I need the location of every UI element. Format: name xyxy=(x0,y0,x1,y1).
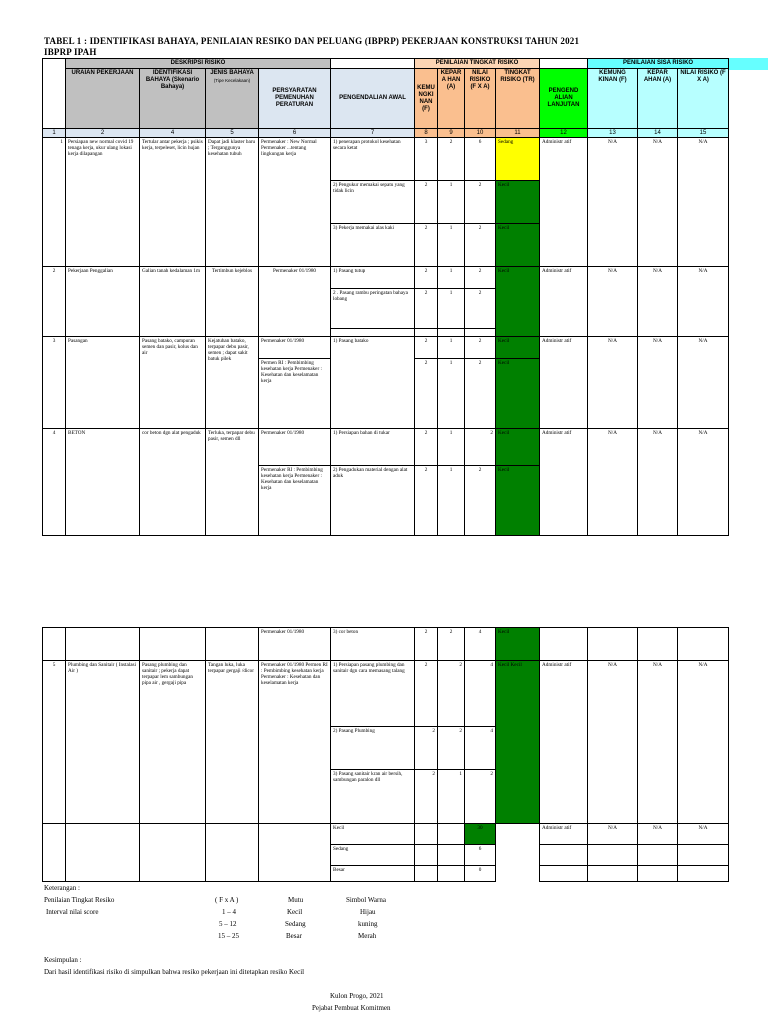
pengendalian-cell: 3) cor beton xyxy=(331,628,415,661)
n-cell: 4 xyxy=(465,727,496,770)
col-num: 4 xyxy=(140,129,206,138)
a-cell: 2 xyxy=(438,661,465,727)
empty-cell xyxy=(259,824,331,882)
empty-cell xyxy=(206,824,259,882)
a-cell: 2 xyxy=(438,727,465,770)
persyaratan-cell: Permenaker 01/1980 xyxy=(259,337,331,359)
document-title: TABEL 1 : IDENTIFIKASI BAHAYA, PENILAIAN RESIKO DAN PELUANG (IBPRP) PEKERJAAN KONSTRUKSI TAHUN 2021 xyxy=(44,36,580,46)
n-cell: 6 xyxy=(465,138,496,181)
pengendalian-cell: 2) Pengukur memakai sepatu yang tidak licin xyxy=(331,181,415,224)
lanjutan-cell: Administr atif xyxy=(540,267,588,337)
pengendalian-cell: 2) Pasang Plumbing xyxy=(331,727,415,770)
tingkat-cell: Kecil xyxy=(496,429,540,466)
persyaratan-cell: Permenaker 01/1980 Permen RI : Pembimbing kesehatan kerja Permenaker : Kesehatan dan keselamatan kerja xyxy=(259,661,331,824)
f-cell: 2 xyxy=(415,359,438,429)
pengendalian-cell: 1) Pasang tutup xyxy=(331,267,415,289)
a-cell: 1 xyxy=(438,770,465,824)
a2-cell: N/A xyxy=(638,824,678,845)
empty-cell xyxy=(43,628,66,661)
f-cell: 2 xyxy=(415,181,438,224)
a-cell: 1 xyxy=(438,429,465,466)
row-no: 4 xyxy=(43,429,66,536)
kesimpulan-label: Kesimpulan : xyxy=(44,956,82,964)
keparahan-header: KEPARA HAN (A) xyxy=(438,69,465,129)
tingkat-header: TINGKAT RISIKO (TR) xyxy=(496,69,540,129)
empty-cell xyxy=(66,628,140,661)
range-3: 15 – 25 xyxy=(218,932,239,940)
tingkat-cell: Sedang xyxy=(496,138,540,181)
n-cell: 2 xyxy=(465,337,496,359)
tingkat-cell: Kecil xyxy=(496,181,540,224)
f2-cell: N/A xyxy=(588,337,638,429)
no-header-blank xyxy=(43,59,66,129)
penilaian-label: Penilaian Tingkat Resiko xyxy=(44,896,115,904)
ibprp-table-continued xyxy=(42,627,729,882)
empty-cell xyxy=(415,866,438,882)
uraian-cell: Pasangan xyxy=(66,337,140,429)
tingkat-cell: Kecil xyxy=(496,267,540,337)
col-num: 10 xyxy=(465,129,496,138)
persyaratan-cell: Permen RI : Pembimbing kesehatan kerja Permenaker : Kesehatan dan keselamatan kerja xyxy=(259,359,331,429)
empty-cell xyxy=(438,866,465,882)
jenis-header xyxy=(206,69,259,129)
keparahan2-header: KEPAR AHAN (A) xyxy=(638,69,678,129)
range-1: 1 – 4 xyxy=(222,908,236,916)
a-cell: 1 xyxy=(438,267,465,289)
pengendalian-cell: 2 . Pasang rambu peringatan bahaya lobang xyxy=(331,289,415,329)
a2-cell: N/A xyxy=(638,429,678,536)
empty-cell xyxy=(415,845,438,866)
summary-row xyxy=(43,824,729,845)
col-num: 7 xyxy=(331,129,415,138)
empty-cell xyxy=(678,866,729,882)
uraian-cell: BETON xyxy=(66,429,140,536)
row-no: 2 xyxy=(43,267,66,337)
empty-cell xyxy=(206,628,259,661)
warna-2: kuning xyxy=(358,920,378,928)
range-2: 5 – 12 xyxy=(219,920,237,928)
n2-cell: N/A xyxy=(678,138,729,267)
deskripsi-risiko-header: DESKRIPSI RISIKO xyxy=(66,59,331,69)
summary-label: Kecil xyxy=(331,824,415,845)
empty-cell xyxy=(496,824,540,845)
identifikasi-cell: Galian tanah kedalaman 1m xyxy=(140,267,206,337)
n-cell: 2 xyxy=(465,359,496,429)
f-cell: 2 xyxy=(415,770,438,824)
summary-value: 30 xyxy=(465,824,496,845)
jenis-label: JENIS BAHAYA xyxy=(210,70,254,76)
persyaratan-header: PERSYARATAN PEMENUHAN PERATURAN xyxy=(259,69,331,129)
n2-cell: N/A xyxy=(678,824,729,845)
empty-cell xyxy=(415,329,438,337)
table-row xyxy=(43,628,729,661)
f2-cell: N/A xyxy=(588,824,638,845)
tingkat-cell: Kecil xyxy=(496,224,540,267)
jenis-cell: Tangan luka, luka terpapar gergaji /dicor xyxy=(206,661,259,824)
simbol-label: Simbol Warna xyxy=(346,896,386,904)
a2-cell: N/A xyxy=(638,337,678,429)
empty-cell xyxy=(331,329,415,337)
kemungkinan2-header: KEMUNG KINAN (F) xyxy=(588,69,638,129)
empty-cell xyxy=(140,824,206,882)
f-cell: 2 xyxy=(415,267,438,289)
empty-cell xyxy=(465,329,496,337)
persyaratan-cell: Permenaker 01/1980 xyxy=(259,267,331,337)
f-cell: 2 xyxy=(415,466,438,536)
lanjutan-cell: Administr atif xyxy=(540,138,588,267)
identifikasi-header: IDENTIFIKASI BAHAYA (Skenario Bahaya) xyxy=(140,69,206,129)
tingkat-cell: Kecil xyxy=(496,359,540,429)
col-num: 15 xyxy=(678,129,729,138)
f2-cell: N/A xyxy=(588,267,638,337)
n-cell: 2 xyxy=(465,267,496,289)
col-num: 2 xyxy=(66,129,140,138)
persyaratan-cell: Permenaker : New Normal Permenaker ...tentang lingkungan kerja xyxy=(259,138,331,267)
a-cell: 1 xyxy=(438,359,465,429)
lanjutan-cell: Administr atif xyxy=(540,661,588,824)
n2-cell: N/A xyxy=(678,267,729,337)
document-subtitle: IBPRP IPAH xyxy=(44,47,97,57)
empty-cell xyxy=(438,845,465,866)
blank-header-2 xyxy=(540,59,588,69)
empty-cell xyxy=(638,845,678,866)
empty-cell xyxy=(638,866,678,882)
keterangan-label: Keterangan : xyxy=(44,884,80,892)
uraian-cell: Pekerjaan Penggalian xyxy=(66,267,140,337)
col-num: 1 xyxy=(43,129,66,138)
jenis-cell: Dapat jadi klaster baru ; Terganggunya kesehatan tubuh xyxy=(206,138,259,267)
empty-cell xyxy=(540,866,588,882)
empty-cell xyxy=(415,824,438,845)
a-cell: 2 xyxy=(438,628,465,661)
a-cell: 1 xyxy=(438,224,465,267)
blank-header xyxy=(331,59,415,69)
table-row xyxy=(43,267,729,289)
pengendalian-cell: 2) Pengadukan material dengan alat aduk xyxy=(331,466,415,536)
sisa-risiko-strip xyxy=(728,58,768,70)
summary-value: 6 xyxy=(465,845,496,866)
f-cell: 3 xyxy=(415,138,438,181)
tingkat-cell: Kecil xyxy=(496,628,540,661)
jenis-cell: Kejatuhan batako, terpapar debu pasir, semen ; dapat sakit batuk pilek xyxy=(206,337,259,429)
column-number-row xyxy=(43,129,729,138)
empty-cell xyxy=(540,845,588,866)
tingkat-cell: Kecil Kecil xyxy=(496,661,540,824)
col-num: 6 xyxy=(259,129,331,138)
warna-1: Hijau xyxy=(360,908,376,916)
identifikasi-cell: Tertular antar pekerja ; psikis kerja, terpeleset, licin hujan xyxy=(140,138,206,267)
pengendalian-cell: 3) Pasang sanitair kran air bersih, sambungan paralon dll xyxy=(331,770,415,824)
pengendalian-header: PENGENDALIAN AWAL xyxy=(331,69,415,129)
f2-cell: N/A xyxy=(588,138,638,267)
col-num: 14 xyxy=(638,129,678,138)
signature-place-date: Kulon Progo, 2021 xyxy=(330,992,384,1000)
f-cell: 2 xyxy=(415,429,438,466)
f-cell: 2 xyxy=(415,661,438,727)
n-cell: 2 xyxy=(465,770,496,824)
empty-cell xyxy=(140,628,206,661)
penilaian-tingkat-header: PENILAIAN TINGKAT RISIKO xyxy=(415,59,540,69)
kemungkinan-header: KEMU NGKI NAN (F) xyxy=(415,69,438,129)
signature-title: Pejabat Pembuat Komitmen xyxy=(312,1004,391,1012)
col-num: 11 xyxy=(496,129,540,138)
identifikasi-cell: cor beton dgn alat pengaduk xyxy=(140,429,206,536)
f2-cell: N/A xyxy=(588,429,638,536)
row-no: 1 xyxy=(43,138,66,267)
n-cell: 2 xyxy=(465,224,496,267)
empty-cell xyxy=(438,329,465,337)
interval-label: Interval nilai score xyxy=(46,908,99,916)
a-cell: 1 xyxy=(438,466,465,536)
pengendalian-cell: 1) penerapan protokol kesehatan secara ketat xyxy=(331,138,415,181)
pengendalian-cell: 1) Persiapan bahan di tukar xyxy=(331,429,415,466)
empty-cell xyxy=(496,866,540,882)
a-cell: 1 xyxy=(438,337,465,359)
persyaratan-cell: Permenaker 01/1980 xyxy=(259,628,331,661)
table-row xyxy=(43,429,729,466)
row-no: 5 xyxy=(43,661,66,824)
mutu-1: Kecil xyxy=(287,908,303,916)
mutu-2: Sedang xyxy=(285,920,306,928)
fxa-label: ( F x A ) xyxy=(215,896,239,904)
lanjutan-cell: Administr atif xyxy=(540,429,588,536)
summary-label: Besar xyxy=(331,866,415,882)
n-cell: 4 xyxy=(465,661,496,727)
pengendalian-cell: 1) Pasang batako xyxy=(331,337,415,429)
uraian-cell: Persiapan new normal covid 19 tenaga kerja, ukur ulang lokasi kerja dilapangan xyxy=(66,138,140,267)
tingkat-cell: Kecil xyxy=(496,337,540,359)
f-cell: 2 xyxy=(415,628,438,661)
table-row xyxy=(43,661,729,727)
empty-cell xyxy=(66,824,140,882)
n2-cell: N/A xyxy=(678,661,729,824)
f-cell: 2 xyxy=(415,289,438,329)
identifikasi-cell: Pasang batako, campuran semen dan pasir, kolus dan air xyxy=(140,337,206,429)
a-cell: 2 xyxy=(438,138,465,181)
empty-cell xyxy=(438,824,465,845)
a-cell: 1 xyxy=(438,181,465,224)
uraian-header: URAIAN PEKERJAAN xyxy=(66,69,140,129)
empty-cell xyxy=(638,628,678,661)
pengendalian-cell: 3) Pekerja memakai alas kaki xyxy=(331,224,415,267)
col-num: 5 xyxy=(206,129,259,138)
f-cell: 2 xyxy=(415,224,438,267)
n-cell: 2 xyxy=(465,289,496,329)
f2-cell: N/A xyxy=(588,661,638,824)
uraian-cell: Plumbing dan Sanitair ( Instalasi Air ) xyxy=(66,661,140,824)
tingkat-cell: Kecil xyxy=(496,466,540,536)
summary-value: 0 xyxy=(465,866,496,882)
a-cell: 1 xyxy=(438,289,465,329)
empty-cell xyxy=(588,845,638,866)
persyaratan-cell: Permenaker RI : Pembimbing kesehatan kerja Permenaker : Kesehatan dan keselamatan kerja xyxy=(259,466,331,536)
a2-cell: N/A xyxy=(638,138,678,267)
f-cell: 2 xyxy=(415,727,438,770)
nilai-header: NILAI RISIKO (F X A) xyxy=(465,69,496,129)
a2-cell: N/A xyxy=(638,267,678,337)
lanjutan-cell: Administr atif xyxy=(540,824,588,845)
ibprp-table xyxy=(42,58,729,536)
warna-3: Merah xyxy=(358,932,377,940)
col-num: 13 xyxy=(588,129,638,138)
row-no: 3 xyxy=(43,337,66,429)
jenis-cell: Tertimbun kejeblos xyxy=(206,267,259,337)
mutu-3: Besar xyxy=(286,932,302,940)
pengend-lanjutan-header: PENGEND ALIAN LANJUTAN xyxy=(540,69,588,129)
mutu-label: Mutu xyxy=(288,896,304,904)
identifikasi-cell: Pasang plumbing dan sanitair ; pekerja dapat terpapar lem sambungan pipa air , gergaji pipa xyxy=(140,661,206,824)
pengendalian-cell: 1) Persiapan pasang plumbing dan sanitair dgn cara memasang talang xyxy=(331,661,415,727)
col-num: 8 xyxy=(415,129,438,138)
n2-cell: N/A xyxy=(678,337,729,429)
persyaratan-cell: Permenaker 01/1980 xyxy=(259,429,331,466)
empty-cell xyxy=(540,628,588,661)
f-cell: 2 xyxy=(415,337,438,359)
empty-cell xyxy=(678,845,729,866)
table-row xyxy=(43,138,729,181)
jenis-cell: Terluka, terpapar debu pasir, semen dll xyxy=(206,429,259,536)
col-num: 9 xyxy=(438,129,465,138)
empty-cell xyxy=(588,628,638,661)
penilaian-sisa-header: PENILAIAN SISA RISIKO xyxy=(588,59,729,69)
jenis-sub-label: (Tipe Kecelakaan) xyxy=(213,78,251,83)
lanjutan-cell: Administr atif xyxy=(540,337,588,429)
col-num: 12 xyxy=(540,129,588,138)
a2-cell: N/A xyxy=(638,661,678,824)
empty-cell xyxy=(496,845,540,866)
n-cell: 2 xyxy=(465,181,496,224)
nilai2-header: NILAI RISIKO (F X A) xyxy=(678,69,729,129)
n-cell: 2 xyxy=(465,429,496,466)
kesimpulan-text: Dari hasil identifikasi risiko di simpulkan bahwa resiko pekerjaan ini ditetapkan resiko Kecil xyxy=(44,968,305,976)
n-cell: 4 xyxy=(465,628,496,661)
empty-cell xyxy=(588,866,638,882)
empty-cell xyxy=(678,628,729,661)
empty-cell xyxy=(43,824,66,882)
n-cell: 2 xyxy=(465,466,496,536)
table-row xyxy=(43,337,729,359)
summary-label: Sedang xyxy=(331,845,415,866)
n2-cell: N/A xyxy=(678,429,729,536)
